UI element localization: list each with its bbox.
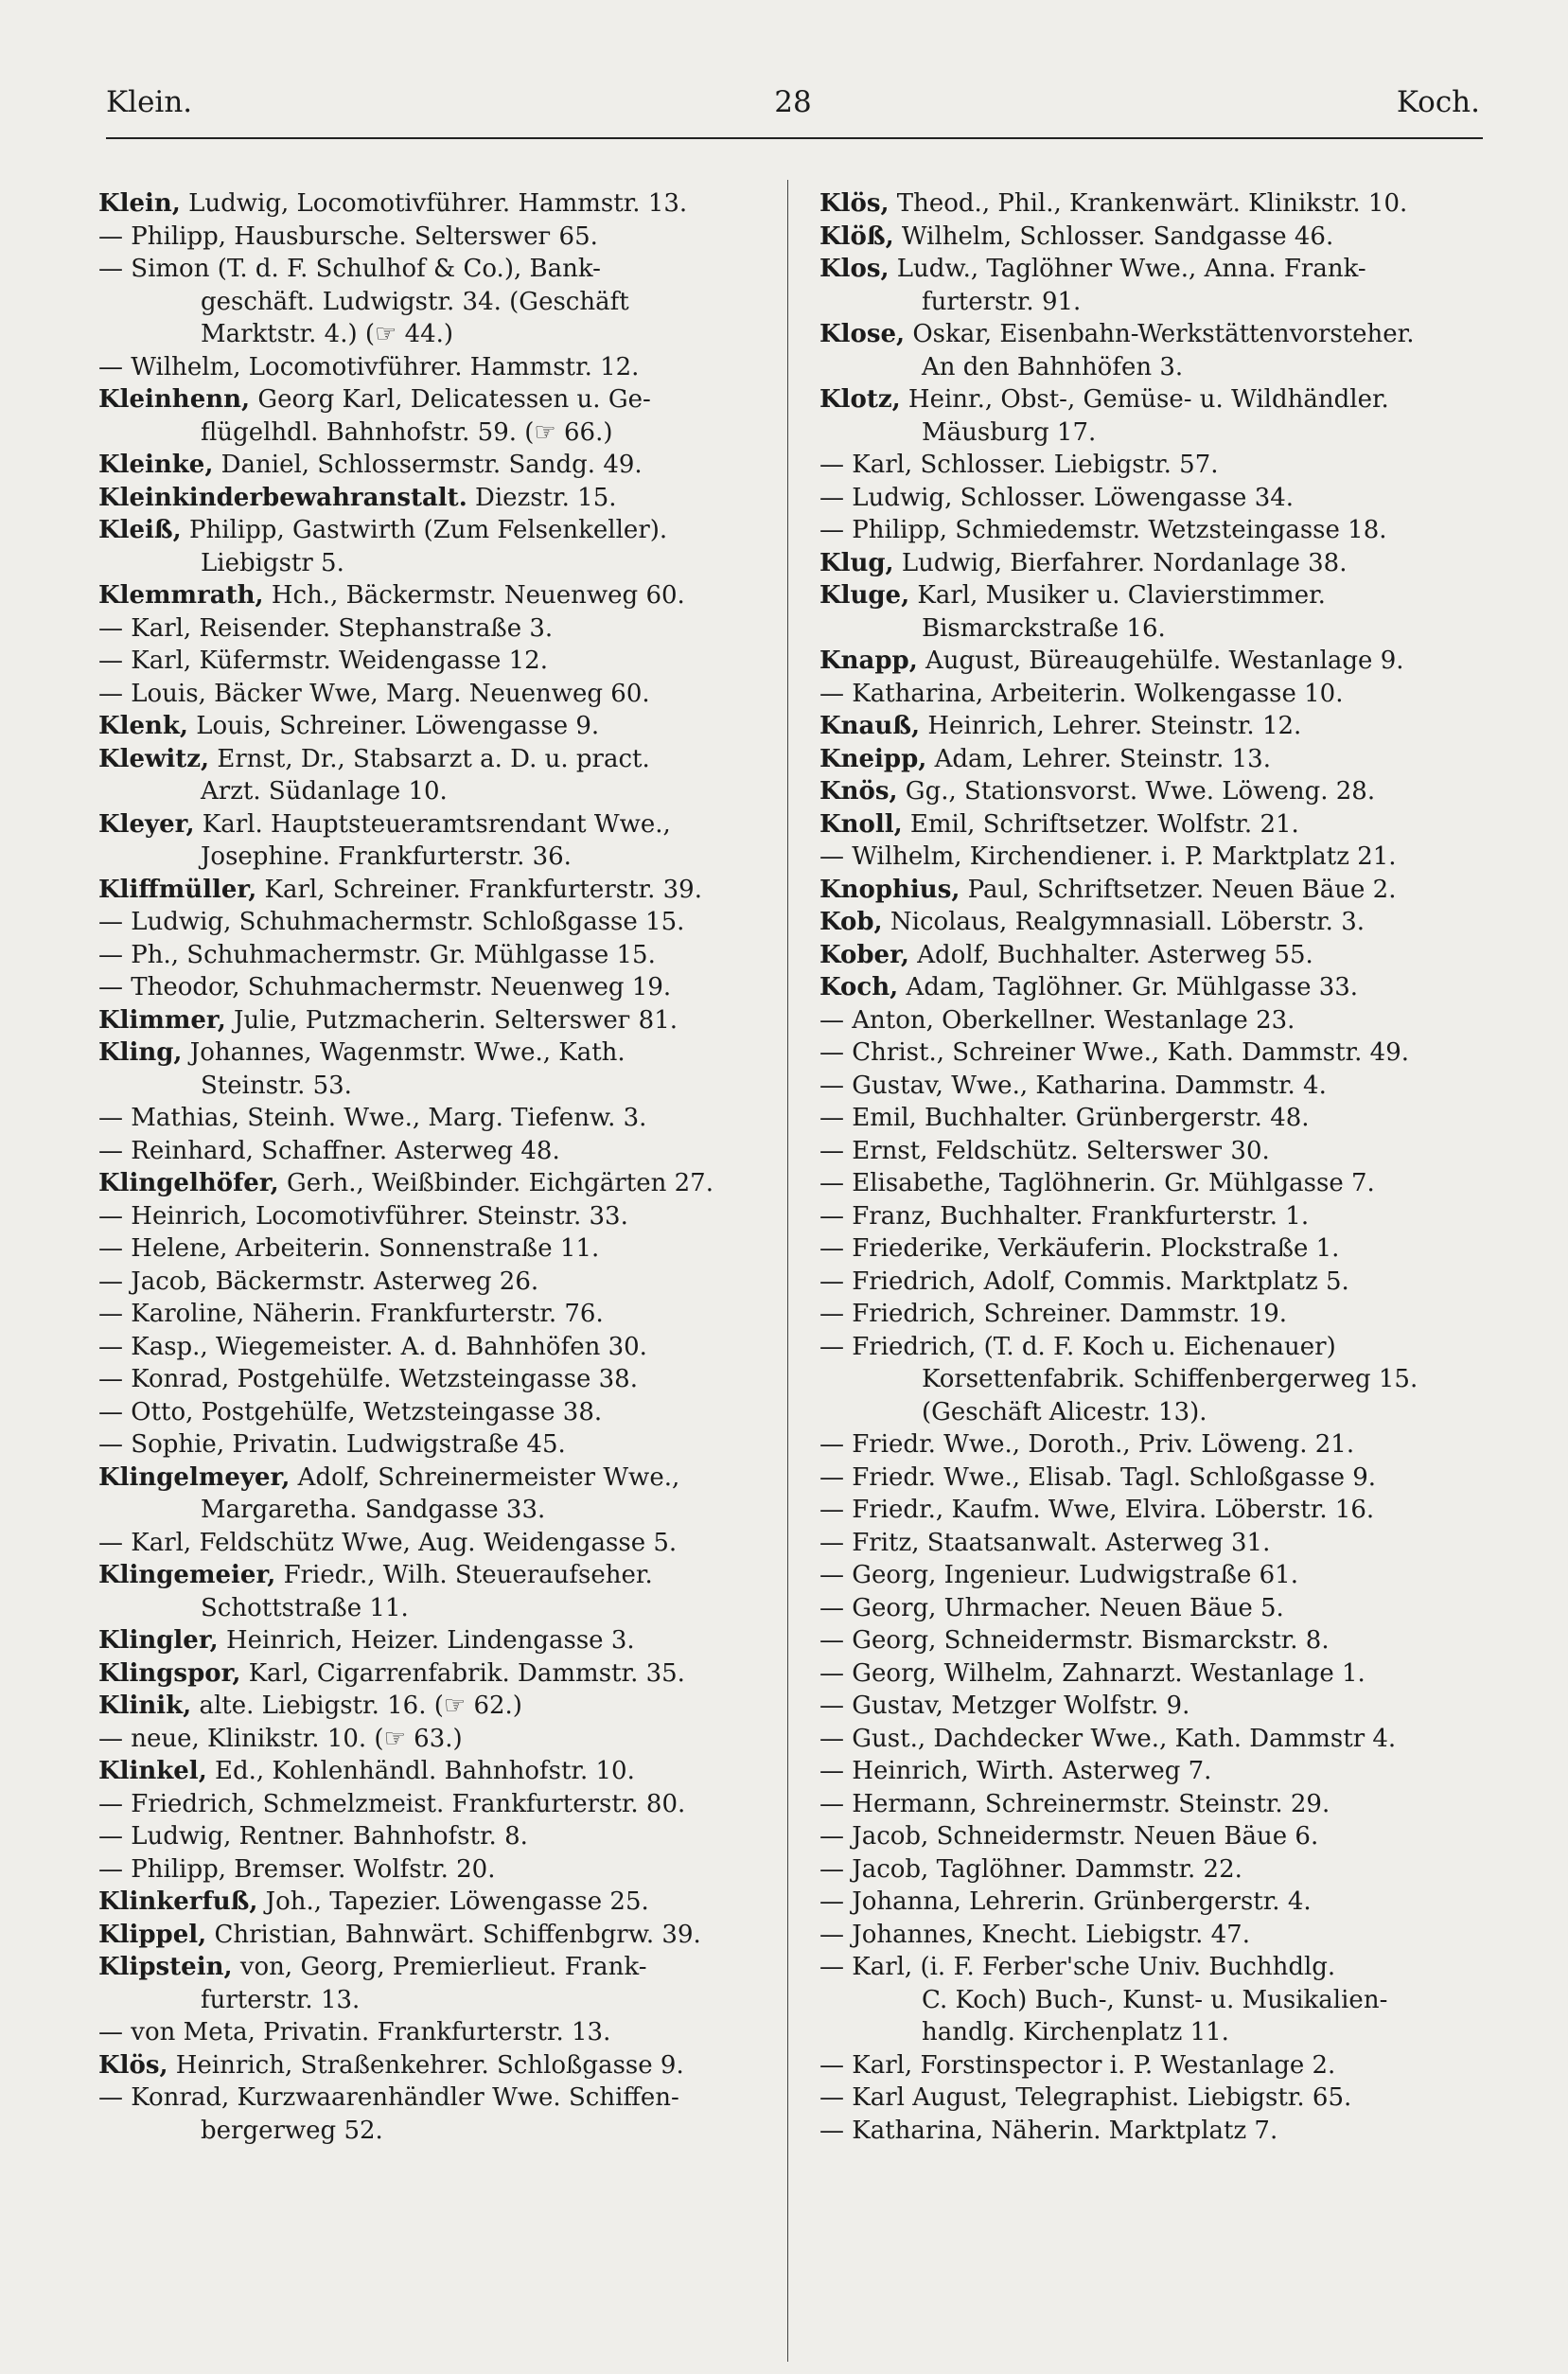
surname: Klös, xyxy=(98,2050,168,2080)
entry-line: — Friedrich, Adolf, Commis. Marktplatz 5. xyxy=(819,1267,1349,1296)
surname: Klotz, xyxy=(819,385,901,414)
directory-entry xyxy=(819,187,1493,221)
directory-entry xyxy=(98,383,772,449)
entry-continuation-line: geschäft. Ludwigstr. 34. (Geschäft xyxy=(201,287,629,316)
entry-line: Klingelhöfer, Gerh., Weißbinder. Eichgärten 27. xyxy=(98,1169,714,1197)
entry-continuation-line: bergerweg 52. xyxy=(201,2116,383,2145)
directory-entry xyxy=(98,808,772,874)
entry-line: Kleinkinderbewahranstalt. Diezstr. 15. xyxy=(98,483,617,512)
entry-line: — Theodor, Schuhmachermstr. Neuenweg 19. xyxy=(98,973,672,1001)
entry-continuation-line: Schottstraße 11. xyxy=(201,1593,409,1622)
entry-continuation-line: (Geschäft Alicestr. 13). xyxy=(922,1397,1207,1426)
entry-continuation-line: C. Koch) Buch-, Kunst- u. Musikalien- xyxy=(922,1985,1388,2014)
directory-entry xyxy=(819,1428,1493,1462)
directory-entry xyxy=(819,1462,1493,1495)
directory-entry xyxy=(819,1331,1493,1429)
directory-entry xyxy=(819,775,1493,808)
surname: Kling, xyxy=(98,1038,183,1067)
entry-continuation-line: Korsettenfabrik. Schiffenbergerweg 15. xyxy=(922,1365,1418,1393)
entry-line: — Karl, Forstinspector i. P. Westanlage 2. xyxy=(819,2050,1336,2080)
directory-entry xyxy=(819,743,1493,776)
directory-entry xyxy=(819,2082,1493,2115)
entry-line: — Gustav, Metzger Wolfstr. 9. xyxy=(819,1692,1190,1720)
entry-line: — Karoline, Näherin. Frankfurterstr. 76. xyxy=(98,1300,604,1328)
entry-line: — Karl, Schlosser. Liebigstr. 57. xyxy=(819,451,1219,479)
entry-line: Klinik, alte. Liebigstr. 16. (☞ 62.) xyxy=(98,1692,522,1720)
directory-entry xyxy=(98,1167,772,1200)
directory-entry xyxy=(98,1657,772,1691)
directory-entry xyxy=(98,1788,772,1821)
directory-entry xyxy=(819,971,1493,1004)
entry-continuation-line: Josephine. Frankfurterstr. 36. xyxy=(201,842,572,871)
entry-line: — Jacob, Bäckermstr. Asterweg 26. xyxy=(98,1267,539,1296)
entry-line: — Gustav, Wwe., Katharina. Dammstr. 4. xyxy=(819,1071,1327,1100)
directory-entry xyxy=(98,1331,772,1364)
entry-continuation-line: Margaretha. Sandgasse 33. xyxy=(201,1496,546,1524)
entry-line: Klippel, Christian, Bahnwärt. Schiffenbgrw. 39. xyxy=(98,1920,701,1949)
entry-line: — Friedr. Wwe., Doroth., Priv. Löweng. 21. xyxy=(819,1430,1355,1459)
directory-entry xyxy=(819,1755,1493,1788)
directory-entry xyxy=(98,1102,772,1135)
entry-line: — Mathias, Steinh. Wwe., Marg. Tiefenw. 3. xyxy=(98,1104,647,1132)
directory-entry xyxy=(98,2049,772,2082)
entry-line: — Katharina, Näherin. Marktplatz 7. xyxy=(819,2116,1278,2145)
entry-line: — Philipp, Bremser. Wolfstr. 20. xyxy=(98,1854,496,1884)
entry-line: — Wilhelm, Kirchendiener. i. P. Marktplatz 21. xyxy=(819,842,1397,871)
surname: Kleiß, xyxy=(98,516,182,544)
surname: Klemmrath, xyxy=(98,581,264,610)
surname: Klöß, xyxy=(819,221,894,251)
directory-entry xyxy=(98,1232,772,1266)
entry-continuation-line: Marktstr. 4.) (☞ 44.) xyxy=(201,320,454,348)
directory-entry xyxy=(98,1527,772,1560)
directory-entry xyxy=(819,482,1493,515)
entry-continuation-line: flügelhdl. Bahnhofstr. 59. (☞ 66.) xyxy=(201,417,613,447)
entry-line: Klingelmeyer, Adolf, Schreinermeister Wwe., xyxy=(98,1462,680,1492)
directory-entry xyxy=(98,1755,772,1788)
entry-continuation-line: handlg. Kirchenplatz 11. xyxy=(922,2018,1229,2046)
directory-entry xyxy=(819,1559,1493,1592)
surname: Kob, xyxy=(819,908,883,936)
entry-line: Klingemeier, Friedr., Wilh. Steueraufseher. xyxy=(98,1561,653,1589)
surname: Klinik, xyxy=(98,1692,192,1720)
directory-entry xyxy=(819,1820,1493,1853)
directory-entry xyxy=(819,1886,1493,1919)
directory-entry xyxy=(98,1200,772,1233)
directory-entry xyxy=(98,1396,772,1429)
directory-entry xyxy=(98,1266,772,1299)
surname: Knös, xyxy=(819,777,898,806)
directory-entry xyxy=(819,710,1493,743)
directory-entry xyxy=(98,1624,772,1657)
directory-entry xyxy=(819,645,1493,678)
entry-line: Kob, Nicolaus, Realgymnasiall. Löberstr. 3. xyxy=(819,908,1365,936)
directory-entry xyxy=(819,2115,1493,2148)
entry-line: — Ludwig, Schlosser. Löwengasse 34. xyxy=(819,483,1295,512)
surname: Knophius, xyxy=(819,875,960,904)
directory-entry xyxy=(98,2016,772,2049)
directory-entry xyxy=(98,710,772,743)
entry-line: — Kasp., Wiegemeister. A. d. Bahnhöfen 30. xyxy=(98,1332,647,1361)
directory-entry xyxy=(819,1919,1493,1952)
entry-line: — Gust., Dachdecker Wwe., Kath. Dammstr 4. xyxy=(819,1724,1397,1753)
entry-line: — Katharina, Arbeiterin. Wolkengasse 10. xyxy=(819,679,1344,708)
directory-entry xyxy=(98,1135,772,1168)
entry-line: Koch, Adam, Taglöhner. Gr. Mühlgasse 33. xyxy=(819,973,1359,1001)
entry-line: Klöß, Wilhelm, Schlosser. Sandgasse 46. xyxy=(819,221,1334,251)
surname: Klose, xyxy=(819,320,906,348)
entry-continuation-line: Steinstr. 53. xyxy=(201,1071,352,1100)
directory-entry xyxy=(819,1167,1493,1200)
entry-line: — Friedrich, Schreiner. Dammstr. 19. xyxy=(819,1300,1288,1328)
entry-line: Klug, Ludwig, Bierfahrer. Nordanlage 38. xyxy=(819,548,1348,577)
entry-line: — Johanna, Lehrerin. Grünbergerstr. 4. xyxy=(819,1887,1312,1916)
directory-entry xyxy=(98,1036,772,1102)
entry-line: — Sophie, Privatin. Ludwigstraße 45. xyxy=(98,1430,566,1459)
directory-entry xyxy=(98,1886,772,1919)
entry-line: Klingspor, Karl, Cigarrenfabrik. Dammstr. 35. xyxy=(98,1658,685,1688)
directory-entry xyxy=(98,1428,772,1462)
directory-entry xyxy=(819,1624,1493,1657)
surname: Klug, xyxy=(819,548,894,577)
directory-entry xyxy=(98,1462,772,1527)
entry-line: Kneipp, Adam, Lehrer. Steinstr. 13. xyxy=(819,744,1271,773)
surname: Knauß, xyxy=(819,712,921,740)
entry-line: Klotz, Heinr., Obst-, Gemüse- u. Wildhändler. xyxy=(819,385,1389,414)
directory-entry xyxy=(819,1788,1493,1821)
entry-line: Klein, Ludwig, Locomotivführer. Hammstr. 13. xyxy=(98,189,688,218)
directory-entry xyxy=(819,383,1493,449)
directory-entry xyxy=(819,906,1493,939)
entry-line: — Karl August, Telegraphist. Liebigstr. 65. xyxy=(819,2083,1352,2112)
entry-line: — Franz, Buchhalter. Frankfurterstr. 1. xyxy=(819,1201,1310,1231)
surname: Klös, xyxy=(819,189,890,218)
surname: Knoll, xyxy=(819,809,903,839)
entry-line: — neue, Klinikstr. 10. (☞ 63.) xyxy=(98,1724,463,1753)
surname: Klimmer, xyxy=(98,1005,226,1035)
surname: Klingemeier, xyxy=(98,1561,276,1589)
surname: Klingelmeyer, xyxy=(98,1462,291,1492)
directory-entry xyxy=(819,939,1493,972)
surname: Klingelhöfer, xyxy=(98,1169,279,1197)
entry-line: Klimmer, Julie, Putzmacherin. Selterswег 81. xyxy=(98,1005,678,1035)
entry-line: — Georg, Ingenieur. Ludwigstraße 61. xyxy=(819,1561,1298,1589)
entry-line: Kleiß, Philipp, Gastwirth (Zum Felsenkeller). xyxy=(98,516,668,544)
entry-line: Knös, Gg., Stationsvorst. Wwe. Löweng. 28. xyxy=(819,777,1376,806)
column-divider xyxy=(787,180,788,2362)
entry-continuation-line: furterstr. 13. xyxy=(201,1985,361,2014)
entry-line: — Karl, Küfermstr. Weidengasse 12. xyxy=(98,647,548,675)
entry-line: — Philipp, Schmiedemstr. Wetzsteingasse 18. xyxy=(819,516,1387,544)
entry-line: — Elisabethe, Taglöhnerin. Gr. Mühlgasse 7. xyxy=(819,1169,1375,1197)
directory-entry xyxy=(819,1232,1493,1266)
entry-line: — Friedrich, Schmelzmeist. Frankfurterstr. 80. xyxy=(98,1789,686,1818)
directory-entry xyxy=(819,1690,1493,1723)
entry-line: Knapp, August, Büreaugehülfe. Westanlage 9. xyxy=(819,647,1404,675)
entry-line: — Friedr., Kaufm. Wwe, Elvira. Löberstr. 16. xyxy=(819,1496,1375,1524)
entry-line: — Philipp, Hausbursche. Selterswег 65. xyxy=(98,221,598,251)
directory-entry xyxy=(819,1494,1493,1527)
directory-entry xyxy=(98,1951,772,2016)
entry-line: Klipstein, von, Georg, Premierlieut. Frank- xyxy=(98,1953,647,1981)
directory-entry xyxy=(819,1527,1493,1560)
right-column xyxy=(819,187,1493,2147)
entry-continuation-line: Arzt. Südanlage 10. xyxy=(201,777,448,806)
entry-continuation-line: furterstr. 91. xyxy=(922,287,1082,316)
entry-line: — Christ., Schreiner Wwe., Kath. Dammstr. 49. xyxy=(819,1038,1410,1067)
directory-entry xyxy=(98,906,772,939)
surname: Klos, xyxy=(819,255,890,283)
entry-line: — Ludwig, Rentner. Bahnhofstr. 8. xyxy=(98,1822,528,1851)
entry-line: — Friedr. Wwe., Elisab. Tagl. Schloßgasse 9. xyxy=(819,1462,1377,1492)
directory-entry xyxy=(98,253,772,351)
directory-entry xyxy=(98,1853,772,1887)
entry-line: Kliffmüller, Karl, Schreiner. Frankfurterstr. 39. xyxy=(98,875,702,904)
surname: Kober, xyxy=(819,940,909,969)
entry-line: — Friedrich, (T. d. F. Koch u. Eichenauer) xyxy=(819,1332,1336,1361)
entry-line: Knophius, Paul, Schriftsetzer. Neuen Bäue 2. xyxy=(819,875,1397,904)
entry-line: Kleinhenn, Georg Karl, Delicatessen u. Ge- xyxy=(98,385,651,414)
entry-line: — Ludwig, Schuhmachermstr. Schloßgasse 15. xyxy=(98,908,685,936)
surname: Klein, xyxy=(98,189,181,218)
directory-entry xyxy=(98,1559,772,1624)
directory-entry xyxy=(819,1036,1493,1070)
header-rule xyxy=(106,137,1483,139)
entry-continuation-line: An den Bahnhöfen 3. xyxy=(922,352,1184,381)
entry-continuation-line: Liebigstr 5. xyxy=(201,548,344,577)
surname: Kluge, xyxy=(819,581,910,610)
directory-entry xyxy=(98,1298,772,1331)
entry-line: — Ernst, Feldschütz. Selterswег 30. xyxy=(819,1136,1270,1165)
entry-line: — Karl, Reisender. Stephanstraße 3. xyxy=(98,613,554,643)
header-right-catchword: Koch. xyxy=(1396,85,1480,119)
page-number: 28 xyxy=(774,85,812,119)
entry-line: — Karl, Feldschütz Wwe, Aug. Weidengasse 5. xyxy=(98,1528,678,1557)
page-header xyxy=(106,85,1480,142)
directory-entry xyxy=(98,1820,772,1853)
directory-entry xyxy=(98,2082,772,2147)
directory-entry xyxy=(98,187,772,221)
entry-line: Klös, Theod., Phil., Krankenwärt. Klinikstr. 10. xyxy=(819,189,1408,218)
entry-line: Knoll, Emil, Schriftsetzer. Wolfstr. 21. xyxy=(819,809,1299,839)
entry-line: — Helene, Arbeiterin. Sonnenstraße 11. xyxy=(98,1234,600,1263)
directory-entry xyxy=(98,1919,772,1952)
surname: Knapp, xyxy=(819,647,918,675)
directory-entry xyxy=(98,1004,772,1037)
entry-line: — Fritz, Staatsanwalt. Asterweg 31. xyxy=(819,1528,1271,1557)
directory-entry xyxy=(819,1951,1493,2049)
entry-line: — Georg, Schneidermstr. Bismarckstr. 8. xyxy=(819,1626,1330,1655)
entry-line: — Heinrich, Locomotivführer. Steinstr. 33. xyxy=(98,1201,628,1231)
surname: Klipstein, xyxy=(98,1953,233,1981)
directory-entry xyxy=(819,1592,1493,1625)
entry-line: Knauß, Heinrich, Lehrer. Steinstr. 12. xyxy=(819,712,1302,740)
entry-line: — Otto, Postgehülfe, Wetzsteingasse 38. xyxy=(98,1397,603,1426)
directory-entry xyxy=(819,841,1493,874)
entry-line: Klös, Heinrich, Straßenkehrer. Schloßgasse 9. xyxy=(98,2050,684,2080)
directory-entry xyxy=(819,874,1493,907)
entry-line: Klos, Ludw., Taglöhner Wwe., Anna. Frank- xyxy=(819,255,1366,283)
directory-entry xyxy=(819,1102,1493,1135)
directory-entry xyxy=(98,351,772,384)
directory-entry xyxy=(98,482,772,515)
directory-entry xyxy=(819,1070,1493,1103)
entry-line: Kleyer, Karl. Hauptsteueramtsrendant Wwe., xyxy=(98,809,671,839)
entry-line: — Georg, Wilhelm, Zahnarzt. Westanlage 1. xyxy=(819,1658,1365,1688)
entry-continuation-line: Mäusburg 17. xyxy=(922,417,1097,447)
directory-entry xyxy=(98,939,772,972)
surname: Kneipp, xyxy=(819,744,927,773)
entry-line: — Johannes, Knecht. Liebigstr. 47. xyxy=(819,1920,1250,1949)
directory-entry xyxy=(98,612,772,646)
entry-line: — Wilhelm, Locomotivführer. Hammstr. 12. xyxy=(98,352,640,381)
entry-line: — Reinhard, Schaffner. Asterweg 48. xyxy=(98,1136,560,1165)
directory-entry xyxy=(819,1853,1493,1887)
entry-line: Klewitz, Ernst, Dr., Stabsarzt a. D. u. pract. xyxy=(98,744,650,773)
entry-line: — Anton, Oberkellner. Westanlage 23. xyxy=(819,1005,1295,1035)
surname: Klinkerfuß, xyxy=(98,1887,258,1916)
entry-line: Kleinke, Daniel, Schlossermstr. Sandg. 49. xyxy=(98,451,643,479)
directory-entry xyxy=(819,514,1493,547)
surname: Kliffmüller, xyxy=(98,875,257,904)
entry-line: — Hermann, Schreinermstr. Steinstr. 29. xyxy=(819,1789,1330,1818)
entry-line: — Karl, (i. F. Ferber'sche Univ. Buchhdlg. xyxy=(819,1953,1336,1981)
directory-entry xyxy=(98,221,772,254)
entry-line: — Ph., Schuhmachermstr. Gr. Mühlgasse 15. xyxy=(98,940,656,969)
directory-entry xyxy=(98,743,772,808)
entry-line: — Friederike, Verkäuferin. Plockstraße 1. xyxy=(819,1234,1340,1263)
surname: Klingspor, xyxy=(98,1658,241,1688)
directory-entry xyxy=(98,971,772,1004)
entry-continuation-line: Bismarckstraße 16. xyxy=(922,613,1166,643)
left-column xyxy=(98,187,772,2147)
entry-line: — Jacob, Taglöhner. Dammstr. 22. xyxy=(819,1854,1242,1884)
directory-entry xyxy=(98,1723,772,1756)
directory-entry xyxy=(98,874,772,907)
entry-line: — Louis, Bäcker Wwe, Marg. Neuenweg 60. xyxy=(98,679,650,708)
entry-line: — Heinrich, Wirth. Asterweg 7. xyxy=(819,1757,1212,1785)
entry-line: — Simon (T. d. F. Schulhof & Co.), Bank- xyxy=(98,255,601,283)
directory-entry xyxy=(819,2049,1493,2082)
entry-line: Kling, Johannes, Wagenmstr. Wwe., Kath. xyxy=(98,1038,625,1067)
entry-line: Klemmrath, Hch., Bäckermstr. Neuenweg 60. xyxy=(98,581,685,610)
surname: Koch, xyxy=(819,973,899,1001)
directory-entry xyxy=(819,449,1493,482)
directory-entry xyxy=(819,678,1493,711)
directory-entry xyxy=(819,579,1493,645)
directory-entry xyxy=(819,1657,1493,1691)
entry-line: Klinkerfuß, Joh., Tapezier. Löwengasse 25. xyxy=(98,1887,649,1916)
surname: Klewitz, xyxy=(98,744,210,773)
entry-line: — Jacob, Schneidermstr. Neuen Bäue 6. xyxy=(819,1822,1319,1851)
directory-entry xyxy=(98,1363,772,1396)
directory-entry xyxy=(819,808,1493,842)
directory-entry xyxy=(98,579,772,612)
directory-entry xyxy=(819,547,1493,580)
entry-line: Klinkel, Ed., Kohlenhändl. Bahnhofstr. 10. xyxy=(98,1757,635,1785)
directory-entry xyxy=(98,1690,772,1723)
entry-line: Kluge, Karl, Musiker u. Clavierstimmer. xyxy=(819,581,1326,610)
surname: Kleyer, xyxy=(98,809,195,839)
surname: Klippel, xyxy=(98,1920,207,1949)
entry-line: Klenk, Louis, Schreiner. Löwengasse 9. xyxy=(98,712,600,740)
entry-line: — Konrad, Postgehülfe. Wetzsteingasse 38. xyxy=(98,1365,638,1393)
entry-line: — Konrad, Kurzwaarenhändler Wwe. Schiffen- xyxy=(98,2083,679,2112)
entry-line: — Emil, Buchhalter. Grünbergerstr. 48. xyxy=(819,1104,1310,1132)
directory-entry xyxy=(819,1200,1493,1233)
surname: Kleinhenn, xyxy=(98,385,251,414)
directory-entry xyxy=(98,514,772,579)
surname: Kleinke, xyxy=(98,451,214,479)
directory-entry xyxy=(819,1298,1493,1331)
entry-line: Kober, Adolf, Buchhalter. Asterweg 55. xyxy=(819,940,1313,969)
directory-entry xyxy=(819,1723,1493,1756)
entry-line: Klingler, Heinrich, Heizer. Lindengasse 3. xyxy=(98,1626,635,1655)
directory-entry xyxy=(819,1135,1493,1168)
directory-entry xyxy=(819,253,1493,318)
directory-entry xyxy=(819,221,1493,254)
header-left-catchword: Klein. xyxy=(106,85,193,119)
entry-line: — Georg, Uhrmacher. Neuen Bäue 5. xyxy=(819,1593,1284,1622)
directory-entry xyxy=(819,318,1493,383)
surname: Klingler, xyxy=(98,1626,219,1655)
directory-entry xyxy=(98,645,772,678)
surname: Kleinkinderbewahranstalt. xyxy=(98,483,467,512)
directory-entry xyxy=(819,1004,1493,1037)
directory-entry xyxy=(98,449,772,482)
entry-line: — von Meta, Privatin. Frankfurterstr. 13. xyxy=(98,2018,611,2046)
surname: Klinkel, xyxy=(98,1757,207,1785)
entry-line: Klose, Oskar, Eisenbahn-Werkstättenvorsteher. xyxy=(819,320,1415,348)
surname: Klenk, xyxy=(98,712,188,740)
directory-entry xyxy=(98,678,772,711)
directory-entry xyxy=(819,1266,1493,1299)
